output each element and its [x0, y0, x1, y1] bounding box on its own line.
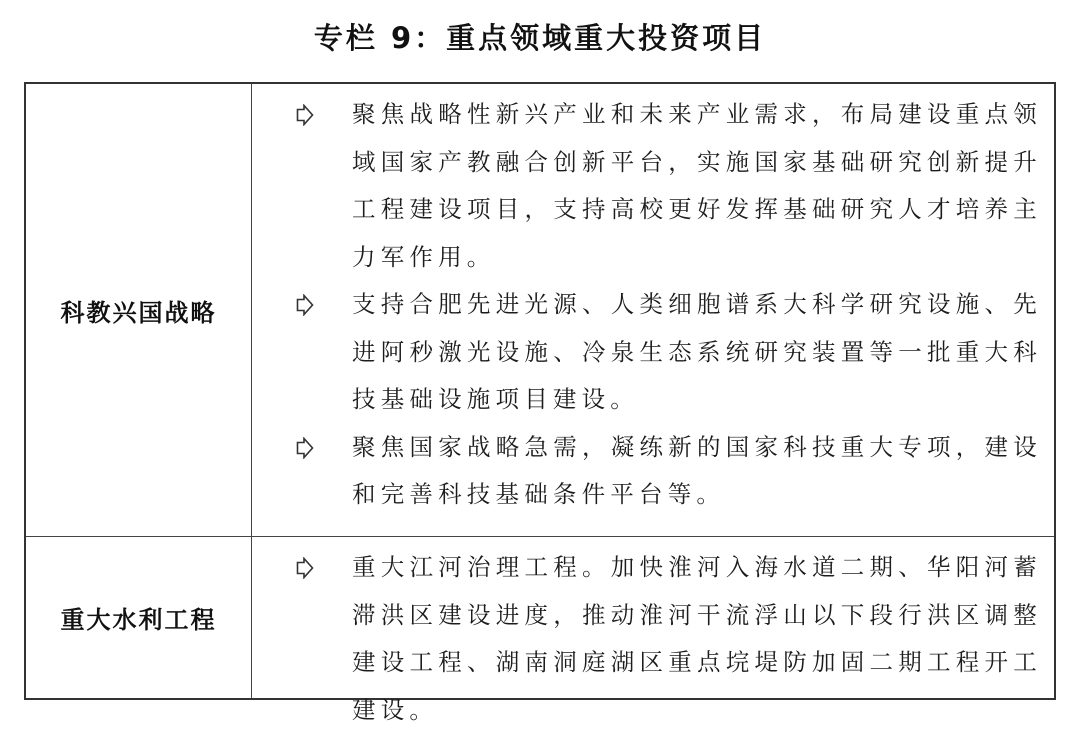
- row-content: [252, 537, 1054, 724]
- table-row-science-education: [26, 84, 1054, 537]
- list-item: [274, 281, 1042, 424]
- list-item-text: 支持合肥先进光源、人类细胞谱系大科学研究设施、先进阿秒激光设施、冷泉生态系统研究装置等一批重大科技基础设施项目建设。: [352, 290, 1042, 413]
- list-item: [274, 544, 1042, 734]
- investment-projects-table: [24, 82, 1056, 724]
- page-title: 专栏 9：重点领域重大投资项目: [313, 21, 767, 55]
- hollow-right-arrow-icon: [296, 294, 314, 316]
- row-content: [252, 84, 1054, 536]
- list-item: [274, 424, 1042, 519]
- list-item: [274, 91, 1042, 281]
- row-header: 科教兴国战略: [26, 84, 252, 536]
- list-item-text: 聚焦国家战略急需，凝练新的国家科技重大专项，建设和完善科技基础条件平台等。: [352, 432, 1042, 508]
- hollow-right-arrow-icon: [296, 557, 314, 579]
- hollow-right-arrow-icon: [296, 437, 314, 459]
- list-item-text: 重大江河治理工程。加快淮河入海水道二期、华阳河蓄滞洪区建设进度，推动淮河干流浮山以下段行洪区调整建设工程、湖南洞庭湖区重点垸堤防加固二期工程开工建设。: [352, 553, 1042, 724]
- row-header: 重大水利工程: [26, 537, 252, 698]
- table-row-water-conservancy: [26, 537, 1054, 724]
- hollow-right-arrow-icon: [296, 104, 314, 126]
- list-item-text: 聚焦战略性新兴产业和未来产业需求，布局建设重点领域国家产教融合创新平台，实施国家基础研究创新提升工程建设项目，支持高校更好发挥基础研究人才培养主力军作用。: [352, 100, 1042, 271]
